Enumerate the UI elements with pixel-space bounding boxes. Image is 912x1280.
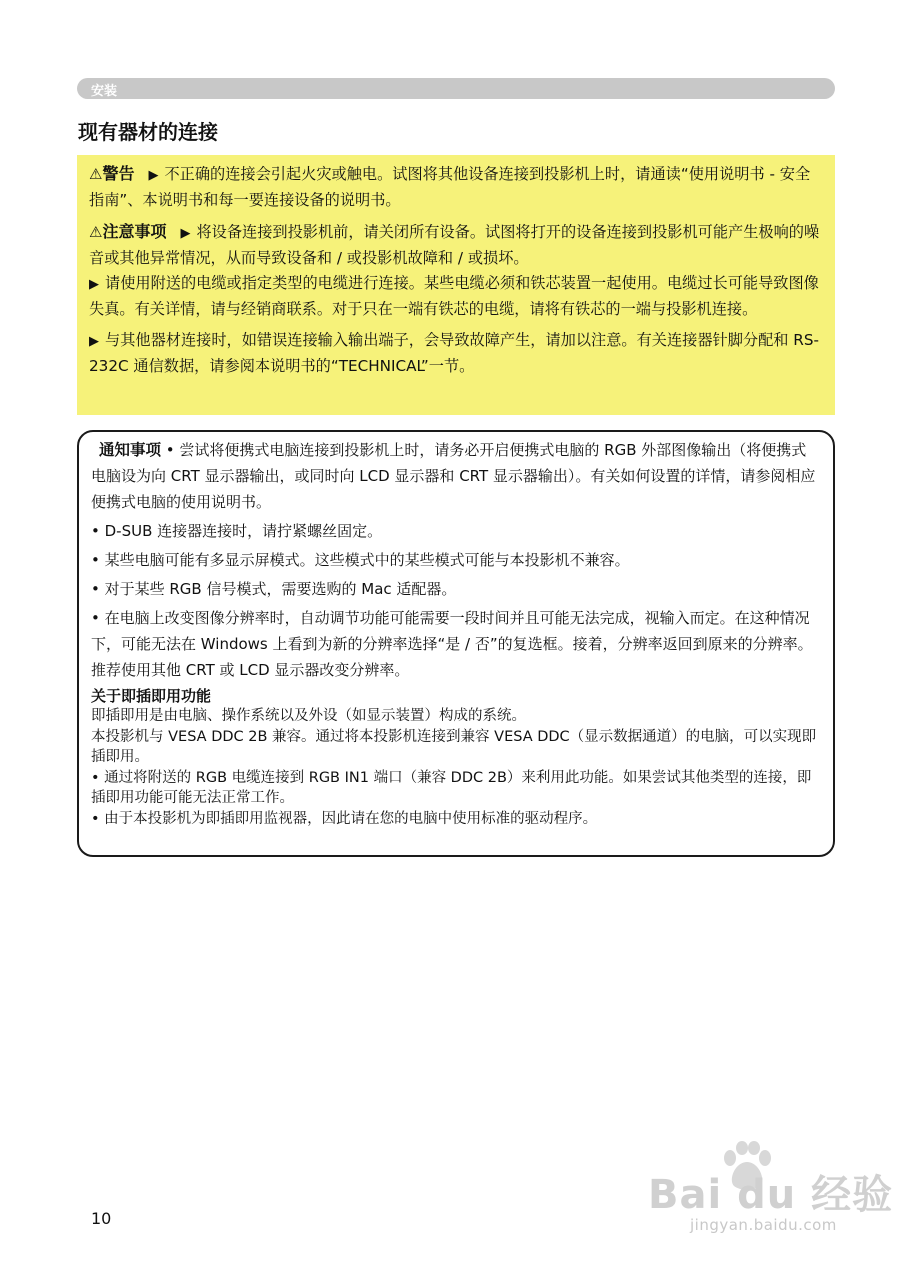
page-title: 现有器材的连接 xyxy=(78,120,218,144)
notice-bullet: • D-SUB 连接器连接时，请拧紧螺丝固定。 xyxy=(91,522,383,540)
warning-text: 不正确的连接会引起火灾或触电。试图将其他设备连接到投影机上时，请通读“使用说明书 - 安全指南”、本说明书和每一要连接设备的说明书。 xyxy=(89,165,811,209)
warning-box xyxy=(77,155,835,415)
arrow-right-icon: ▶ xyxy=(180,226,191,241)
caution-paragraph-2 xyxy=(89,328,821,379)
notice-bullet: • 在电脑上改变图像分辨率时，自动调节功能可能需要一段时间并且可能无法完成，视输入而定。在这种情况下，可能无法在 Windows 上看到为新的分辨率选择“是 / 否”的复选框。接着，分辨率返回到原来的分辨率。推荐使用其他 CRT 或 LCD 显示器改变分辨率。 xyxy=(91,609,813,679)
pnp-line: • 由于本投影机为即插即用监视器，因此请在您的电脑中使用标准的驱动程序。 xyxy=(91,810,598,827)
notice-bullet: • 对于某些 RGB 信号模式，需要选购的 Mac 适配器。 xyxy=(91,580,457,598)
notice-intro-text: • 尝试将便携式电脑连接到投影机上时，请务必开启便携式电脑的 RGB 外部图像输出（将便携式电脑设为向 CRT 显示器输出，或同时向 LCD 显示器和 CRT 显示器输出）。有关如何设置的详情，请参阅相应便携式电脑的使用说明书。 xyxy=(91,441,816,511)
warning-label: 警告 xyxy=(102,164,135,183)
warning-paragraph xyxy=(89,161,821,213)
notice-bullet: • 某些电脑可能有多显示屏模式。这些模式中的某些模式可能与本投影机不兼容。 xyxy=(91,551,630,569)
notice-intro xyxy=(91,437,821,515)
caution-label: 注意事项 xyxy=(102,222,167,241)
arrow-right-icon: ▶ xyxy=(89,277,99,292)
arrow-right-icon: ▶ xyxy=(148,168,159,183)
page-number: 10 xyxy=(91,1209,112,1228)
pnp-line: 即插即用是由电脑、操作系统以及外设（如显示装置）构成的系统。 xyxy=(91,708,526,724)
section-label: 安装 xyxy=(91,84,118,99)
watermark-brand: Bai du 经验 xyxy=(648,1172,894,1218)
watermark-url: jingyan.baidu.com xyxy=(690,1216,837,1234)
notice-box xyxy=(77,430,835,857)
caution-text-3: 与其他器材连接时，如错误连接输入输出端子，会导致故障产生，请加以注意。有关连接器针脚分配和 RS-232C 通信数据，请参阅本说明书的“TECHNICAL”一节。 xyxy=(89,331,819,375)
warning-triangle-icon: ⚠ xyxy=(89,165,103,183)
caution-text-2: 请使用附送的电缆或指定类型的电缆进行连接。某些电缆必须和铁芯装置一起使用。电缆过长可能导致图像失真。有关详情，请与经销商联系。对于只在一端有铁芯的电缆，请将有铁芯的一端与投影机连接。 xyxy=(89,274,819,318)
pnp-heading: 关于即插即用功能 xyxy=(91,687,212,705)
pnp-line: 本投影机与 VESA DDC 2B 兼容。通过将本投影机连接到兼容 VESA DDC（显示数据通道）的电脑，可以实现即插即用。 xyxy=(91,728,817,765)
notice-label: 通知事项 xyxy=(99,441,162,459)
section-header-bar xyxy=(77,78,835,99)
caution-triangle-icon: ⚠ xyxy=(89,223,103,241)
caution-text-1: 将设备连接到投影机前，请关闭所有设备。试图将打开的设备连接到投影机可能产生极响的噪音或其他异常情况，从而导致设备和 / 或投影机故障和 / 或损坏。 xyxy=(89,223,820,267)
arrow-right-icon: ▶ xyxy=(89,334,99,349)
caution-paragraph-1 xyxy=(89,219,821,322)
pnp-line: • 通过将附送的 RGB 电缆连接到 RGB IN1 端口（兼容 DDC 2B）来利用此功能。如果尝试其他类型的连接，即插即用功能可能无法正常工作。 xyxy=(91,769,812,806)
